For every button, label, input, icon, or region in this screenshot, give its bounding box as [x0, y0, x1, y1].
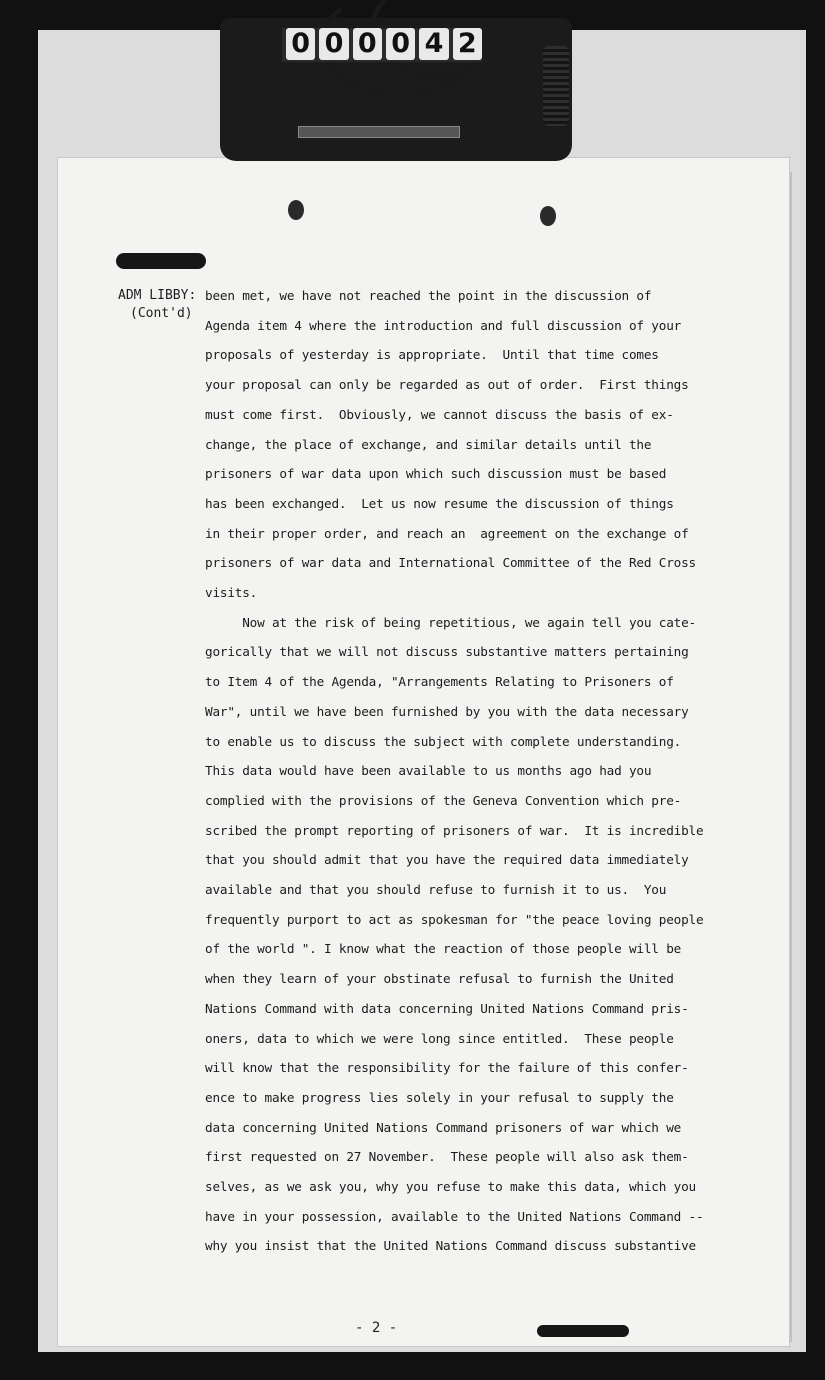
- text-line: visits.: [205, 585, 258, 600]
- text-line: will know that the responsibility for the failure of this confer-: [205, 1060, 689, 1076]
- redaction-mark: [116, 253, 206, 269]
- speaker-label: [118, 287, 210, 323]
- counter-digit: 0: [319, 28, 348, 60]
- counter-digit: 2: [453, 28, 482, 60]
- text-line: been met, we have not reached the point in the discussion of: [205, 288, 652, 303]
- text-line: data concerning United Nations Command prisoners of war which we: [205, 1119, 682, 1135]
- counter-window: [282, 28, 482, 62]
- text-line: ence to make progress lies solely in your refusal to supply the: [205, 1089, 674, 1105]
- text-line: This data would have been available to us months ago had you: [205, 763, 652, 779]
- counter-digit: 4: [419, 28, 448, 60]
- counter-knob: [543, 46, 569, 126]
- counter-digit: 0: [386, 28, 415, 60]
- text-line: complied with the provisions of the Geneva Convention which pre-: [205, 792, 682, 808]
- text-line: gorically that we will not discuss substantive matters pertaining: [205, 644, 689, 660]
- text-line: why you insist that the United Nations Command discuss substantive: [205, 1238, 696, 1254]
- text-line: first requested on 27 November. These people will also ask them-: [205, 1149, 689, 1165]
- text-line: oners, data to which we were long since entitled. These people: [205, 1030, 674, 1046]
- counter-digit: 0: [353, 28, 382, 60]
- text-line: prisoners of war data upon which such discussion must be based: [205, 466, 667, 482]
- counter-slot: [298, 126, 460, 138]
- page-number: - 2 -: [355, 1320, 398, 1336]
- text-line: of the world ". I know what the reaction of those people will be: [205, 941, 682, 957]
- text-line: available and that you should refuse to furnish it to us. You: [205, 882, 667, 897]
- counter-digit: 0: [286, 28, 315, 60]
- text-line: selves, as we ask you, why you refuse to make this data, which you: [205, 1179, 696, 1194]
- text-line: Agenda item 4 where the introduction and full discussion of your: [205, 317, 682, 333]
- punch-hole-left: [288, 200, 304, 220]
- text-line: prisoners of war data and International Committee of the Red Cross: [205, 555, 696, 571]
- text-line: Now at the risk of being repetitious, we again tell you cate-: [205, 614, 696, 630]
- document-page: [57, 157, 790, 1347]
- text-line: your proposal can only be regarded as out of order. First things: [205, 377, 689, 393]
- text-line: when they learn of your obstinate refusal to furnish the United: [205, 971, 674, 987]
- text-line: change, the place of exchange, and similar details until the: [205, 436, 652, 452]
- text-line: that you should admit that you have the required data immediately: [205, 852, 689, 868]
- text-line: frequently purport to act as spokesman for "the peace loving people: [205, 911, 704, 927]
- text-line: to enable us to discuss the subject with complete understanding.: [205, 733, 682, 749]
- frame-counter: [220, 18, 572, 161]
- punch-hole-right: [540, 206, 556, 226]
- text-line: must come first. Obviously, we cannot discuss the basis of ex-: [205, 406, 674, 422]
- text-line: have in your possession, available to the United Nations Command --: [205, 1208, 704, 1224]
- text-line: Nations Command with data concerning United Nations Command pris-: [205, 1000, 689, 1016]
- speaker-name: ADM LIBBY:: [118, 288, 197, 303]
- text-line: has been exchanged. Let us now resume the discussion of things: [205, 495, 674, 511]
- text-line: to Item 4 of the Agenda, "Arrangements Relating to Prisoners of: [205, 674, 674, 690]
- text-line: War", until we have been furnished by you with the data necessary: [205, 703, 689, 719]
- text-line: scribed the prompt reporting of prisoners of war. It is incredible: [205, 822, 704, 838]
- redaction-mark: [537, 1325, 629, 1337]
- text-line: in their proper order, and reach an agreement on the exchange of: [205, 525, 689, 541]
- text-line: proposals of yesterday is appropriate. Until that time comes: [205, 347, 659, 363]
- speaker-continued: (Cont'd): [130, 306, 193, 321]
